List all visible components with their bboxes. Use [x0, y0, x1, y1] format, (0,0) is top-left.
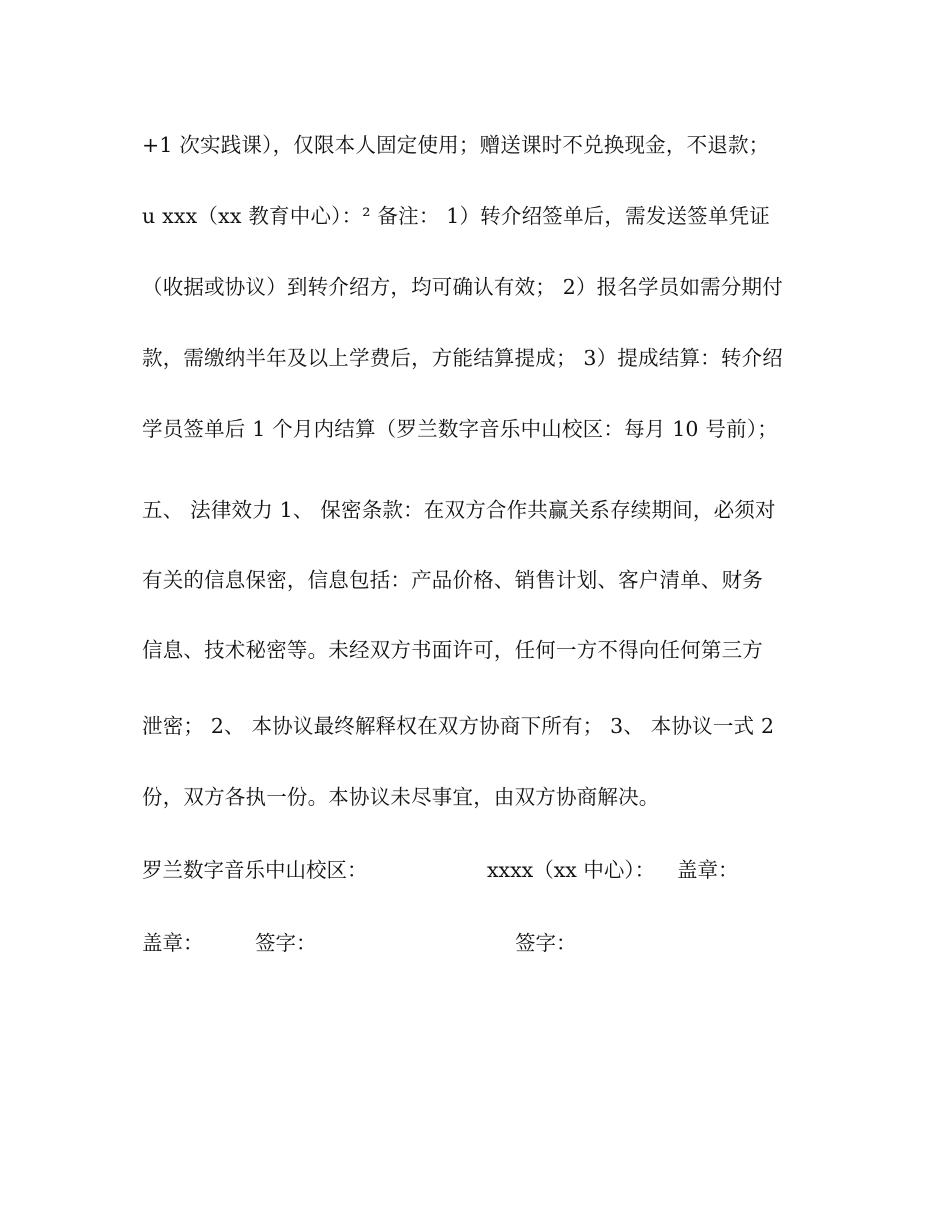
paragraph-line: 学员签单后 1 个月内结算（罗兰数字音乐中山校区：每月 10 号前）；	[142, 417, 778, 441]
party-b-seal-label: 盖章：	[677, 858, 739, 882]
party-a-name: 罗兰数字音乐中山校区：	[142, 858, 368, 882]
paragraph-line: 信息、技术秘密等。未经双方书面许可，任何一方不得向任何第三方	[142, 638, 763, 662]
party-a-sign-label: 签字：	[255, 931, 317, 955]
paragraph-line: 泄密； 2、 本协议最终解释权在双方协商下所有； 3、 本协议一式 2	[142, 714, 775, 738]
paragraph-line: 款，需缴纳半年及以上学费后，方能结算提成； 3）提成结算：转介绍	[142, 346, 783, 370]
paragraph-line: u xxx（xx 教育中心）：² 备注： 1）转介绍签单后，需发送签单凭证	[142, 204, 770, 228]
paragraph-line: +1 次实践课），仅限本人固定使用；赠送课时不兑换现金，不退款；	[142, 133, 770, 157]
paragraph-line: 有关的信息保密，信息包括：产品价格、销售计划、客户清单、财务	[142, 568, 763, 592]
party-b-sign-label: 签字：	[515, 931, 577, 955]
paragraph-line: 份，双方各执一份。本协议未尽事宜，由双方协商解决。	[142, 785, 660, 809]
party-b-name: xxxx（xx 中心）：	[487, 858, 656, 882]
paragraph-line: （收据或协议）到转介绍方，均可确认有效； 2）报名学员如需分期付	[142, 275, 783, 299]
party-a-seal-label: 盖章：	[142, 931, 204, 955]
paragraph-line: 五、 法律效力 1、 保密条款：在双方合作共赢关系存续期间，必须对	[142, 498, 776, 522]
